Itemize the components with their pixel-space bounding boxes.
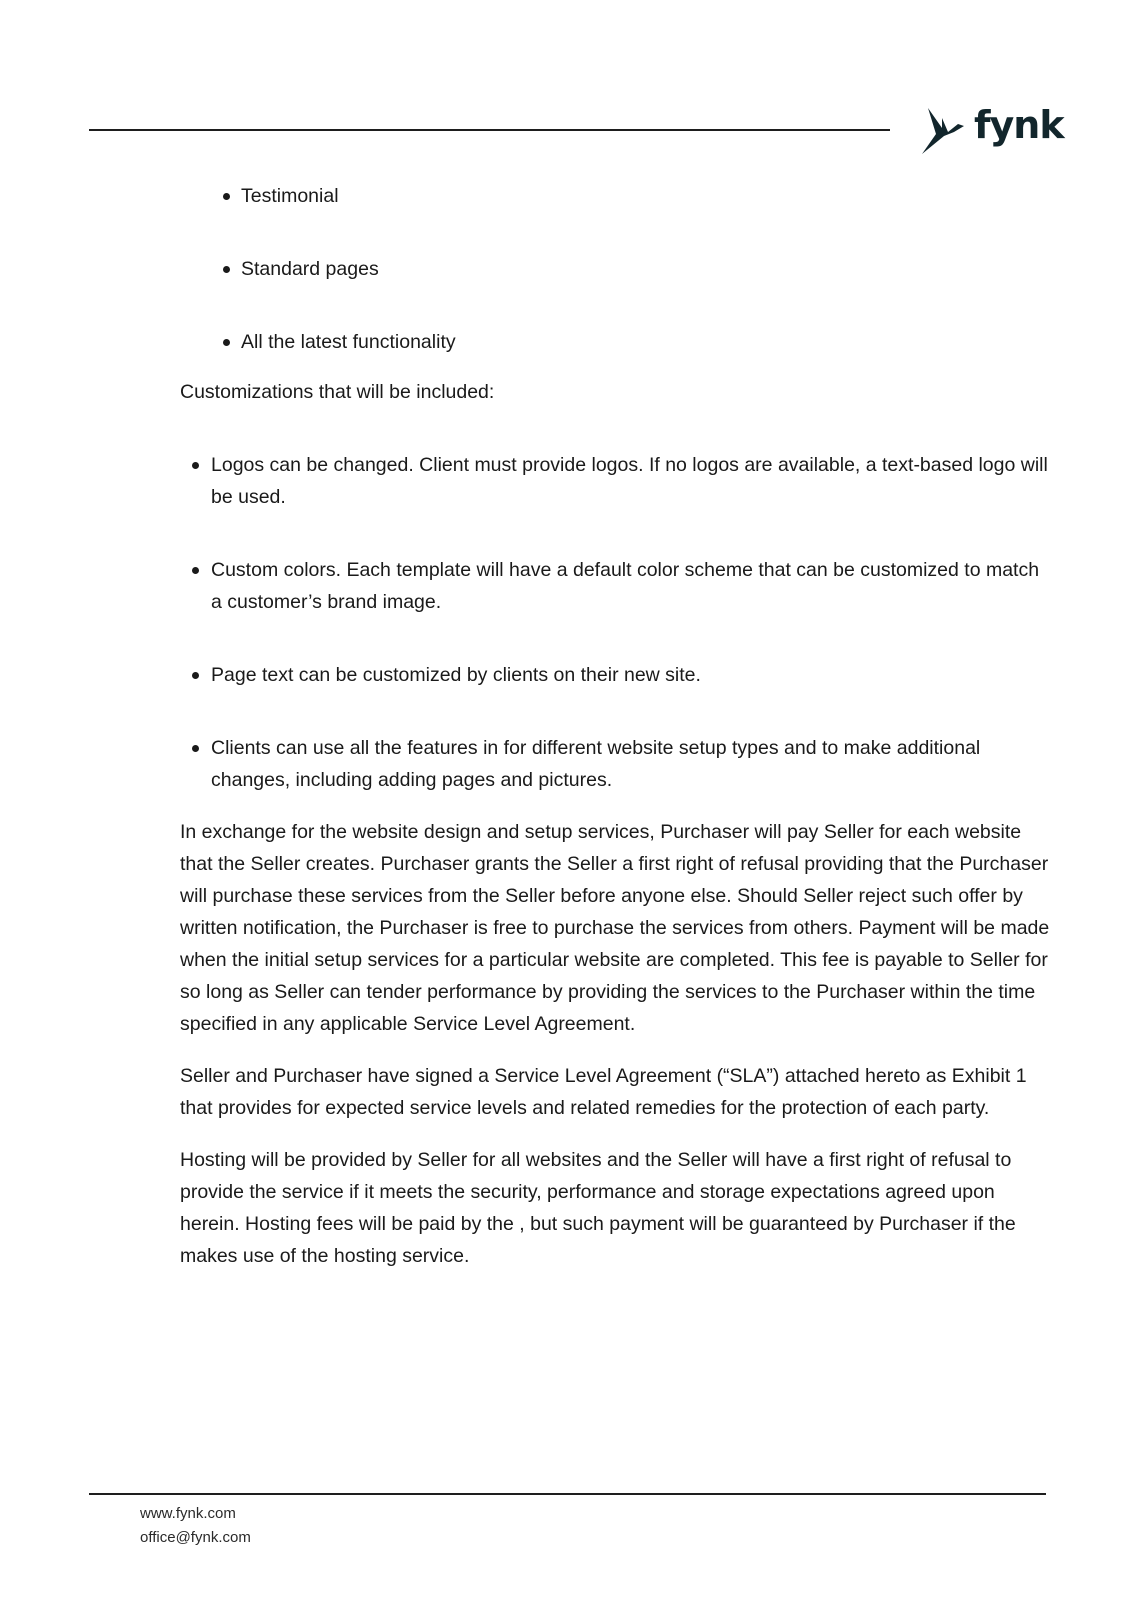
list-item bbox=[180, 659, 1050, 691]
bullet-icon bbox=[223, 339, 230, 346]
bullet-icon bbox=[223, 193, 230, 200]
brand-logo bbox=[918, 103, 1064, 160]
bullet-icon bbox=[192, 567, 199, 574]
list-item bbox=[180, 449, 1050, 513]
bullet-icon bbox=[192, 462, 199, 469]
list-item bbox=[180, 253, 1050, 285]
list-item bbox=[180, 732, 1050, 796]
list-item bbox=[180, 180, 1050, 212]
list-item bbox=[180, 326, 1050, 358]
header-divider bbox=[89, 129, 890, 131]
hosting-paragraph: Hosting will be provided by Seller for all websites and the Seller will have a first right of refusal to provide the service if it meets the security, performance and storage expectations agreed upon herein. Hosting fees will be paid by the , but such payment will be guaranteed by Purchaser if the makes use of the hosting service. bbox=[180, 1149, 1016, 1267]
list-item-text: Page text can be customized by clients on their new site. bbox=[211, 664, 701, 686]
list-item-text: Clients can use all the features in for different website setup types and to make additional changes, including adding pages and pictures. bbox=[211, 737, 981, 791]
footer bbox=[140, 1502, 251, 1550]
bullet-icon bbox=[192, 745, 199, 752]
footer-divider bbox=[89, 1493, 1046, 1495]
footer-website-link[interactable]: www.fynk.com bbox=[140, 1505, 236, 1522]
bullet-icon bbox=[223, 266, 230, 273]
list-item bbox=[180, 554, 1050, 618]
sla-paragraph: Seller and Purchaser have signed a Service Level Agreement (“SLA”) attached hereto as Exhibit 1 that provides for expected service levels and related remedies for the protection of each party. bbox=[180, 1065, 1027, 1119]
brand-name: fynk bbox=[974, 103, 1064, 147]
payment-paragraph: In exchange for the website design and setup services, Purchaser will pay Seller for each website that the Seller creates. Purchaser grants the Seller a first right of refusal providing that the Purchaser will purchase these services from the Seller before anyone else. Should Seller reject such offer by written notification, the Purchaser is free to purchase the services from others. Payment will be made when the initial setup services for a particular website are completed. This fee is payable to Seller for so long as Seller can tender performance by providing the services to the Purchaser within the time specified in any applicable Service Level Agreement. bbox=[180, 821, 1050, 1035]
bird-icon bbox=[918, 104, 970, 156]
customizations-intro: Customizations that will be included: bbox=[180, 381, 495, 403]
list-item-text: All the latest functionality bbox=[241, 331, 456, 353]
bullet-icon bbox=[192, 672, 199, 679]
list-item-text: Logos can be changed. Client must provide logos. If no logos are available, a text-based logo will be used. bbox=[211, 454, 1048, 508]
customizations-list bbox=[180, 449, 1050, 796]
feature-sublist bbox=[180, 180, 1050, 358]
list-item-text: Testimonial bbox=[241, 185, 339, 207]
document-body bbox=[180, 180, 1050, 1292]
list-item-text: Standard pages bbox=[241, 258, 379, 280]
footer-email-link[interactable]: office@fynk.com bbox=[140, 1529, 251, 1546]
list-item-text: Custom colors. Each template will have a default color scheme that can be customized to match a customer’s brand image. bbox=[211, 559, 1040, 613]
